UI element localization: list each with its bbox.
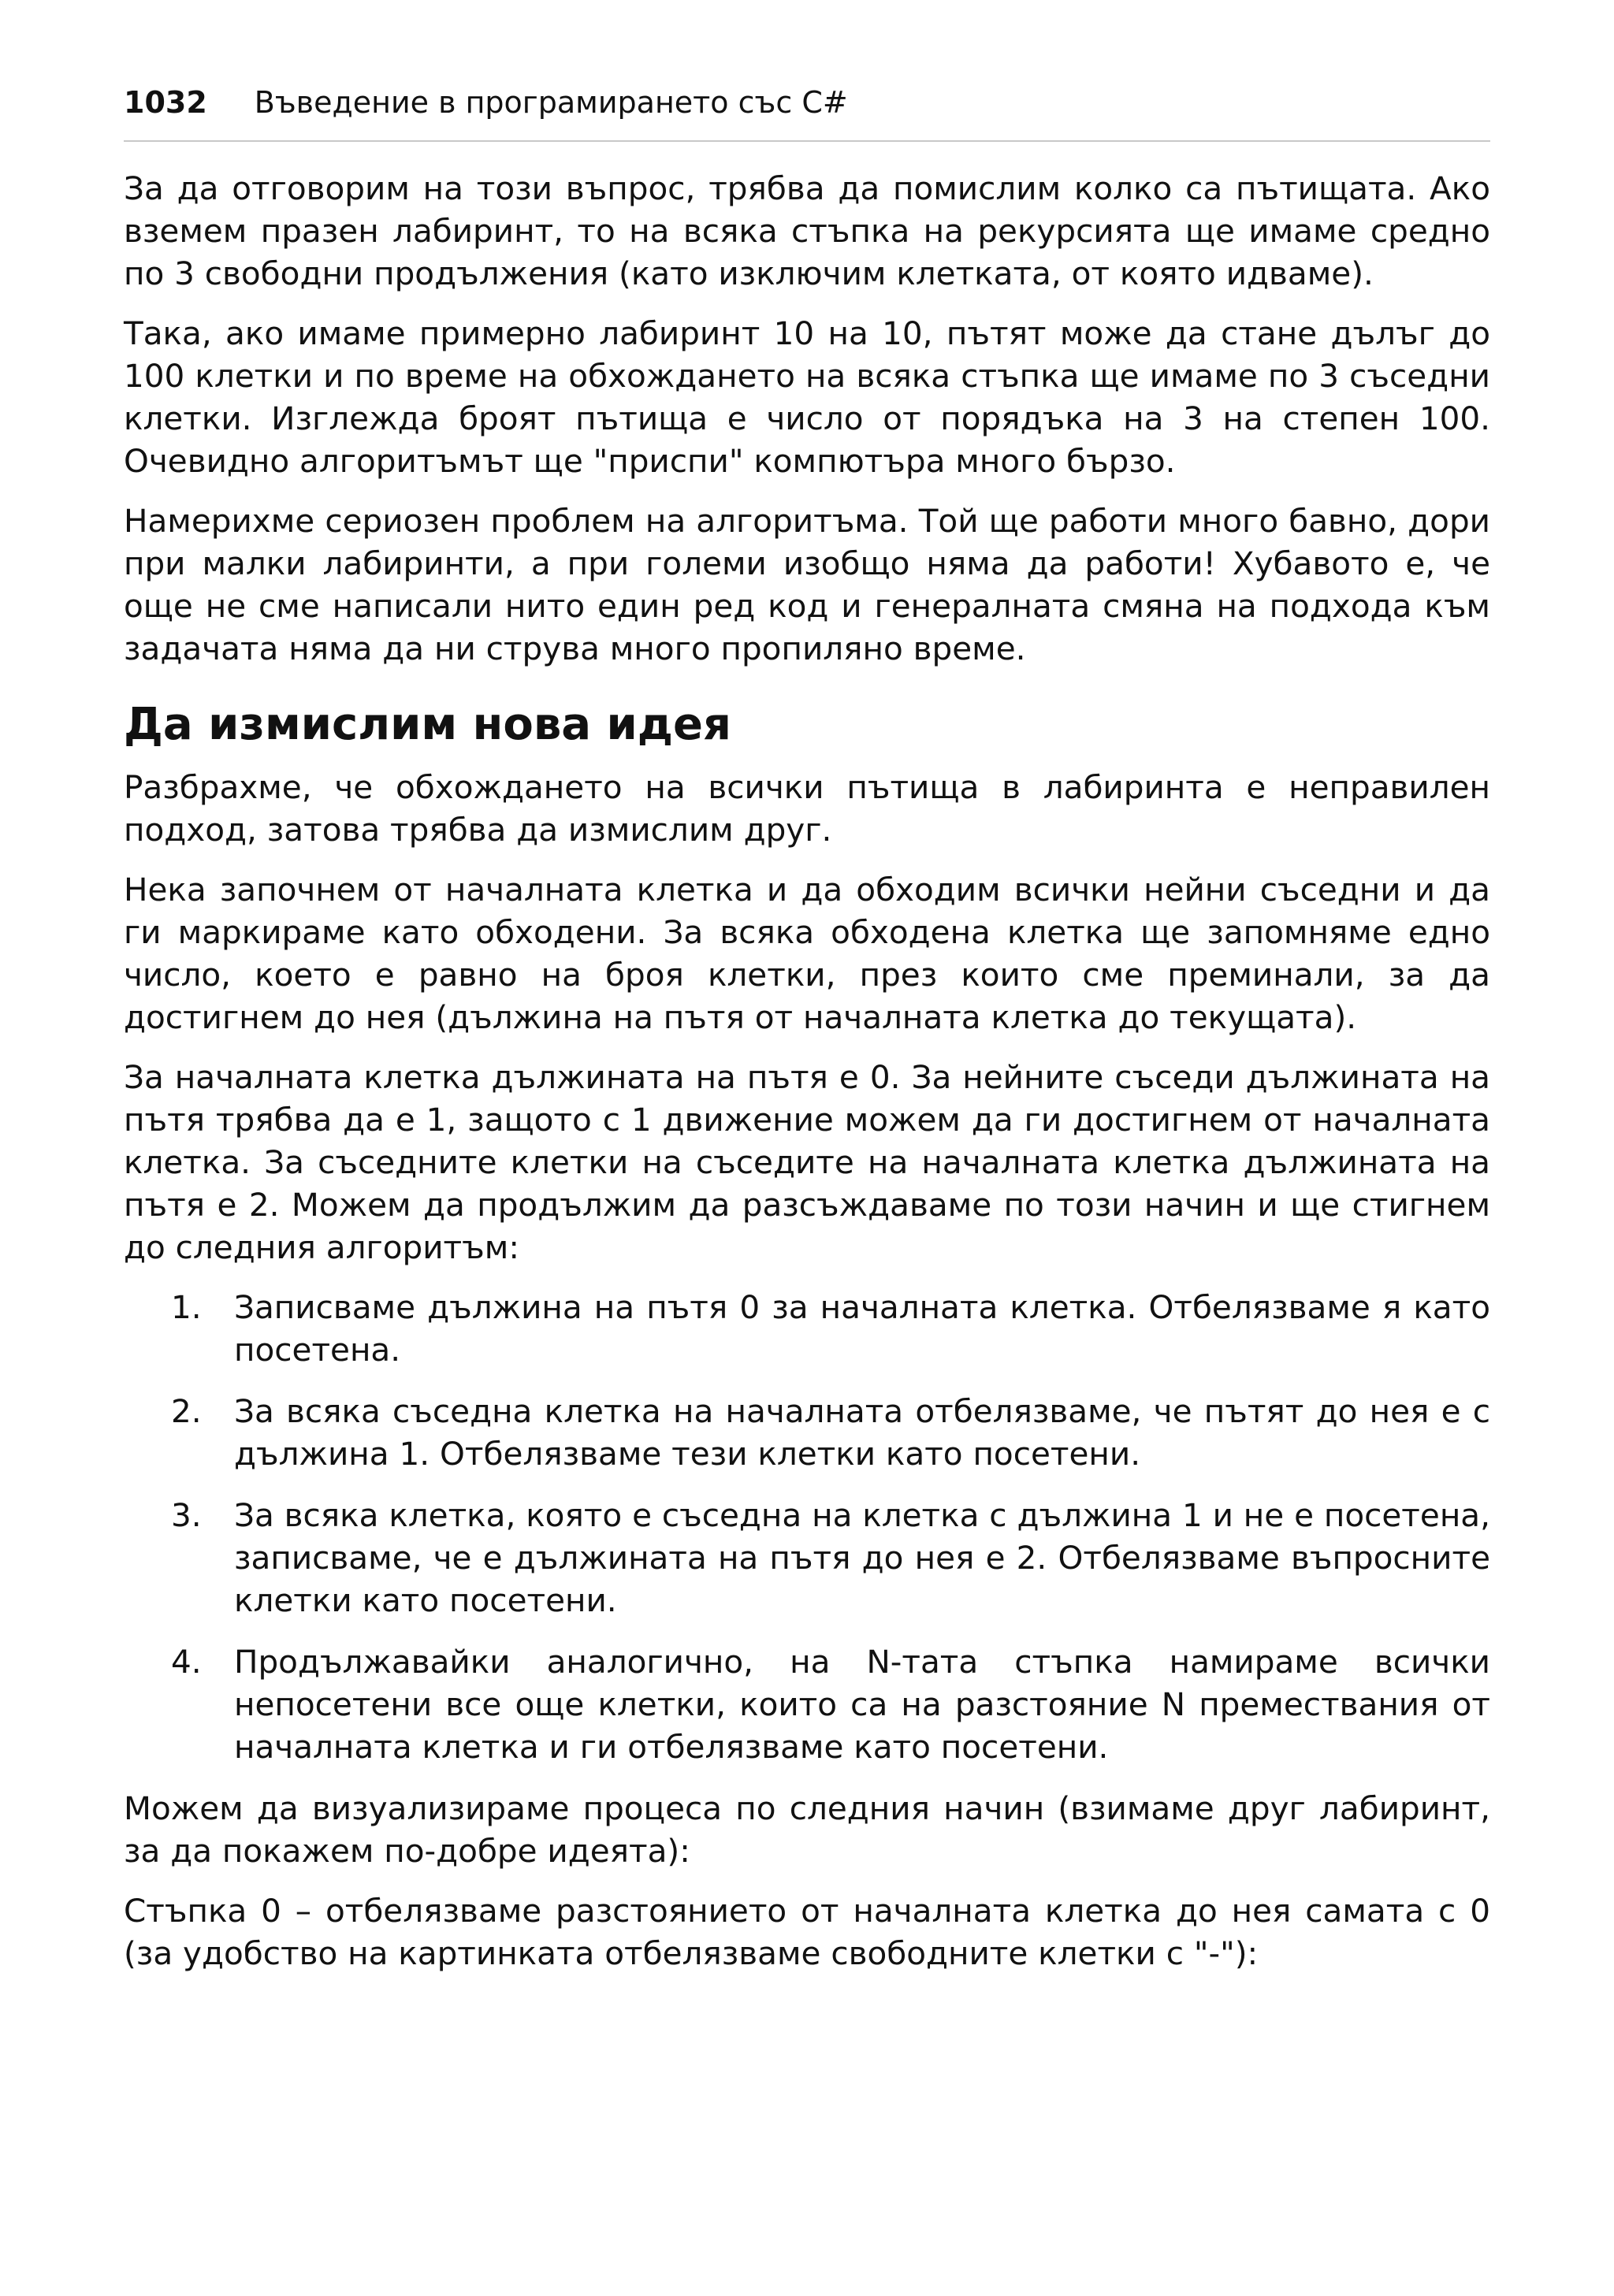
book-title: Въведение в програмирането със C# — [254, 85, 848, 120]
paragraph: Можем да визуализираме процеса по следния начин (взимаме друг лабиринт, за да покажем по-добре идеята): — [124, 1789, 1490, 1870]
list-item-number: 1. — [171, 1288, 202, 1326]
paragraph: Стъпка 0 – отбелязваме разстоянието от началната клетка до нея самата с 0 (за удобство на картинката отбелязваме свободните клетки с "-"): — [124, 1892, 1490, 1972]
paragraph: Така, ако имаме примерно лабиринт 10 на 10, пътят може да стане дълъг до 100 клетки и по време на обхождането на всяка стъпка ще имаме по 3 съседни клетки. Изглежда броят пътища е число от порядъка на 3 на степен 100. Очевидно алгоритъмът ще "приспи" компютъра много бързо. — [124, 314, 1490, 480]
list-item-number: 4. — [171, 1643, 202, 1681]
list-item-number: 2. — [171, 1392, 202, 1430]
paragraph: Намерихме сериозен проблем на алгоритъма. Той ще работи много бавно, дори при малки лабиринти, а при големи изобщо няма да работи! Хубавото е, че още не сме написали нито един ред код и генералната смяна на подхода към задачата няма да ни струва много пропиляно време. — [124, 502, 1490, 667]
body-text — [124, 167, 1490, 1992]
running-header — [124, 79, 1490, 126]
algorithm-steps-list — [124, 1286, 1490, 1768]
list-item — [124, 1286, 1490, 1371]
list-item — [124, 1640, 1490, 1768]
paragraph: За началната клетка дължината на пътя е 0. За нейните съседи дължината на пътя трябва да е 1, защото с 1 движение можем да ги достигнем от началната клетка. За съседните клетки на съседите на началната клетка дължината на пътя е 2. Можем да продължим да разсъждаваме по този начин и ще стигнем до следния алгоритъм: — [124, 1058, 1490, 1266]
list-item-text: Записваме дължина на пътя 0 за началната клетка. Отбелязваме я като посетена. — [234, 1288, 1490, 1369]
list-item-text: За всяка клетка, която е съседна на клетка с дължина 1 и не е посетена, записваме, че е дължината на пътя до нея е 2. Отбелязваме въпросните клетки като посетени. — [234, 1496, 1490, 1619]
paragraph: За да отговорим на този въпрос, трябва да помислим колко са пътищата. Ако вземем празен лабиринт, то на всяка стъпка на рекурсията ще имаме средно по 3 свободни продължения (като изключим клетката, от която идваме). — [124, 169, 1490, 292]
paragraph: Разбрахме, че обхождането на всички пътища в лабиринта е неправилен подход, затова трябва да измислим друг. — [124, 768, 1490, 849]
header-divider — [124, 140, 1490, 142]
page-number: 1032 — [124, 85, 207, 120]
list-item — [124, 1494, 1490, 1622]
list-item-text: За всяка съседна клетка на началната отбелязваме, че пътят до нея е с дължина 1. Отбелязваме тези клетки като посетени. — [234, 1392, 1490, 1473]
section-heading: Да измислим нова идея — [124, 699, 731, 750]
list-item-number: 3. — [171, 1496, 202, 1534]
list-item-text: Продължавайки аналогично, на N-тата стъпка намираме всички непосетени все още клетки, които са на разстояние N премествания от началната клетка и ги отбелязваме като посетени. — [234, 1643, 1490, 1766]
paragraph: Нека започнем от началната клетка и да обходим всички нейни съседни и да ги маркираме като обходени. За всяка обходена клетка ще запомняме едно число, което е равно на броя клетки, през които сме преминали, за да достигнем до нея (дължина на пътя от началната клетка до текущата). — [124, 871, 1490, 1036]
list-item — [124, 1390, 1490, 1475]
